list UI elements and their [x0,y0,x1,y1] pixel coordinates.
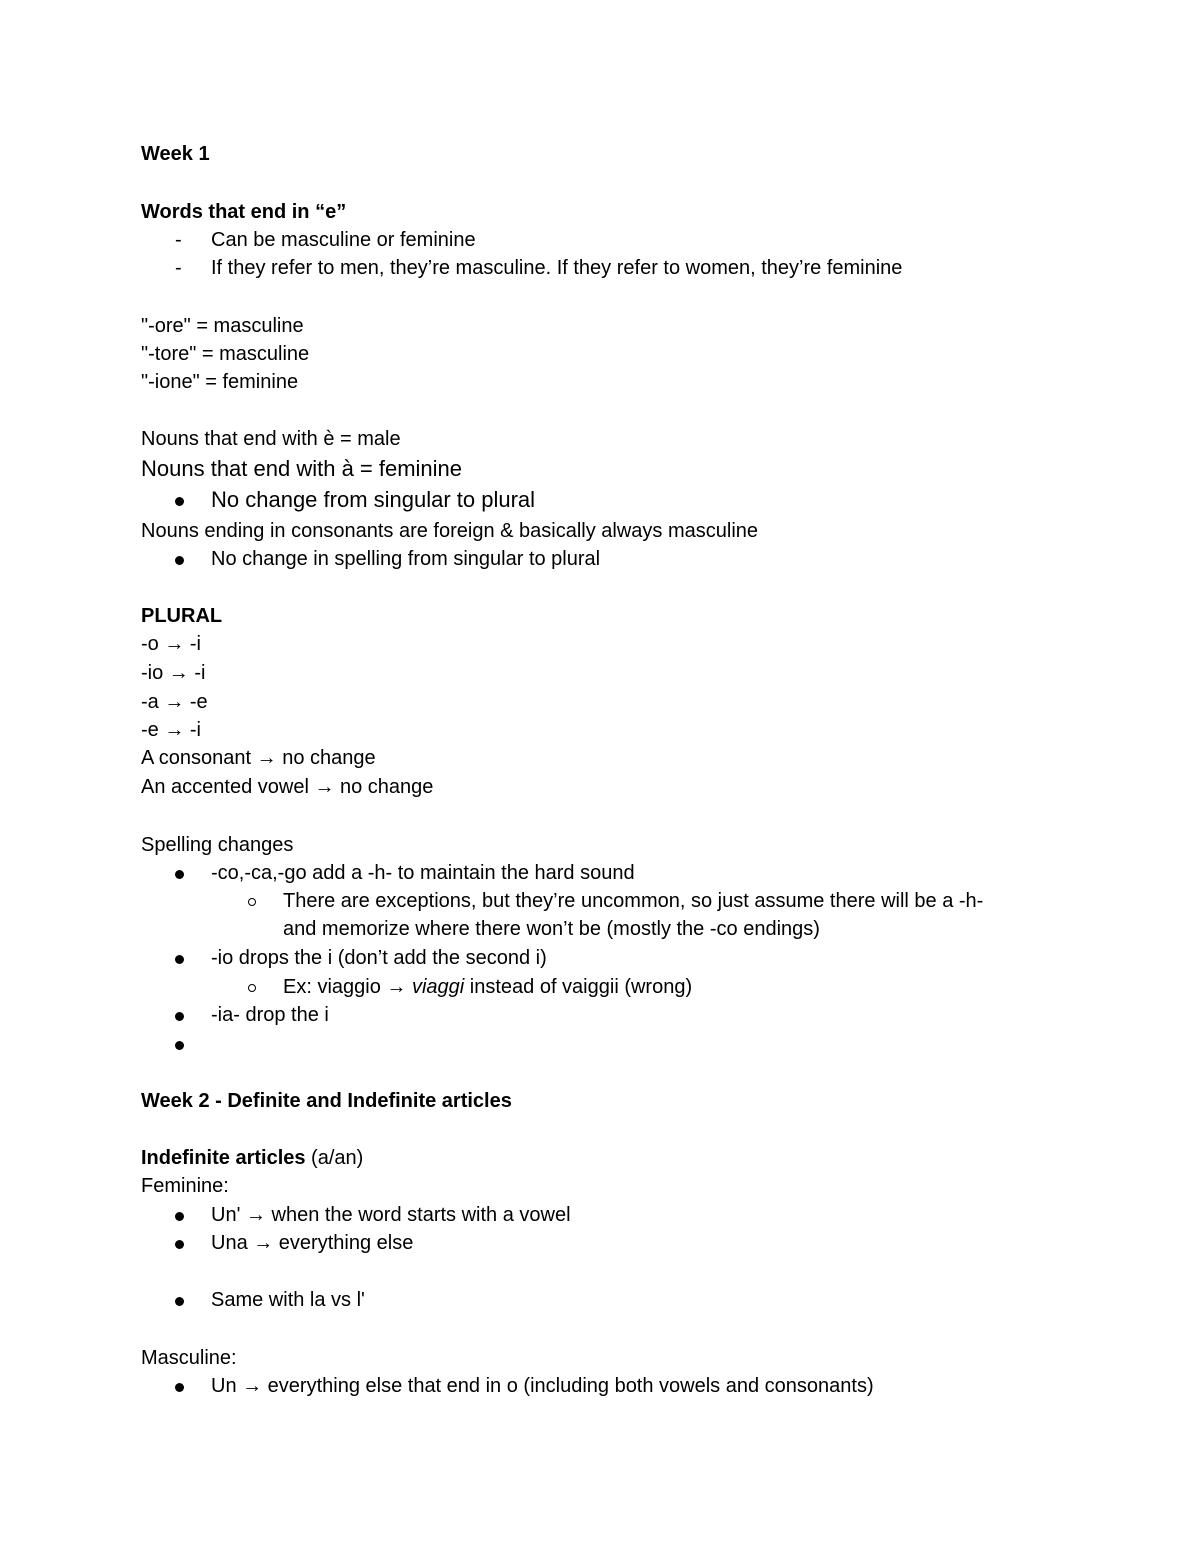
plural-rule: -io → -i [141,662,206,684]
list-item: Un → everything else that end in o (including both vowels and consonants) [211,1375,874,1397]
bullet-marker [175,955,184,964]
plural-rule: -e → -i [141,719,201,741]
week1-heading: Week 1 [141,143,210,165]
list-item: Un' → when the word starts with a vowel [211,1204,571,1226]
nouns-e-accent: Nouns that end with è = male [141,428,401,450]
list-item: No change from singular to plural [211,487,536,512]
spelling-heading: Spelling changes [141,834,294,856]
dash-marker: - [175,257,182,279]
bullet-marker [175,1212,184,1221]
sub-list-item [283,975,692,999]
empty-bullet-marker [175,1041,184,1050]
circle-bullet-marker [248,984,256,992]
circle-bullet-marker [248,898,256,906]
week2-heading: Week 2 - Definite and Indefinite articles [141,1090,512,1112]
bullet-marker [175,556,184,565]
plural-rule: A consonant → no change [141,747,376,769]
plural-rule: An accented vowel → no change [141,776,434,798]
list-item: No change in spelling from singular to plural [211,548,601,570]
bullet-marker [175,1383,184,1392]
sub-list-item: There are exceptions, but they’re uncommon, so just assume there will be a -h- [283,890,984,912]
bullet-marker [175,497,184,506]
indefinite-articles-line [141,1146,363,1170]
list-item: -io drops the i (don’t add the second i) [211,947,547,969]
list-item: Una → everything else [211,1232,414,1254]
example-text-a: Ex: viaggio → [283,976,412,998]
dash-marker: - [175,229,182,251]
list-item: Same with la vs l' [211,1289,365,1311]
indefinite-articles-label: Indefinite articles [141,1147,306,1169]
ending-line: "-ore" = masculine [141,315,304,337]
e-words-heading: Words that end in “e” [141,201,347,223]
bullet-marker [175,1240,184,1249]
sub-list-item-continued: and memorize where there won’t be (mostly the -co endings) [283,918,820,940]
list-item: Can be masculine or feminine [211,229,476,251]
ending-line: "-ione" = feminine [141,371,299,393]
masculine-label: Masculine: [141,1347,237,1369]
plural-rule: -a → -e [141,691,208,713]
list-item: -ia- drop the i [211,1004,329,1026]
list-item: If they refer to men, they’re masculine. If they refer to women, they’re feminine [211,257,903,279]
nouns-a-accent: Nouns that end with à = feminine [141,456,463,481]
plural-heading: PLURAL [141,605,223,627]
list-item: -co,-ca,-go add a -h- to maintain the hard sound [211,862,635,884]
feminine-label: Feminine: [141,1175,229,1197]
example-italic: viaggi [411,976,465,998]
bullet-marker [175,1012,184,1021]
example-text-b: instead of vaiggii (wrong) [464,976,693,998]
ending-line: "-tore" = masculine [141,343,310,365]
bullet-marker [175,870,184,879]
indefinite-articles-note: (a/an) [305,1147,364,1169]
nouns-consonant: Nouns ending in consonants are foreign & basically always masculine [141,520,759,542]
bullet-marker [175,1297,184,1306]
plural-rule: -o → -i [141,633,201,655]
